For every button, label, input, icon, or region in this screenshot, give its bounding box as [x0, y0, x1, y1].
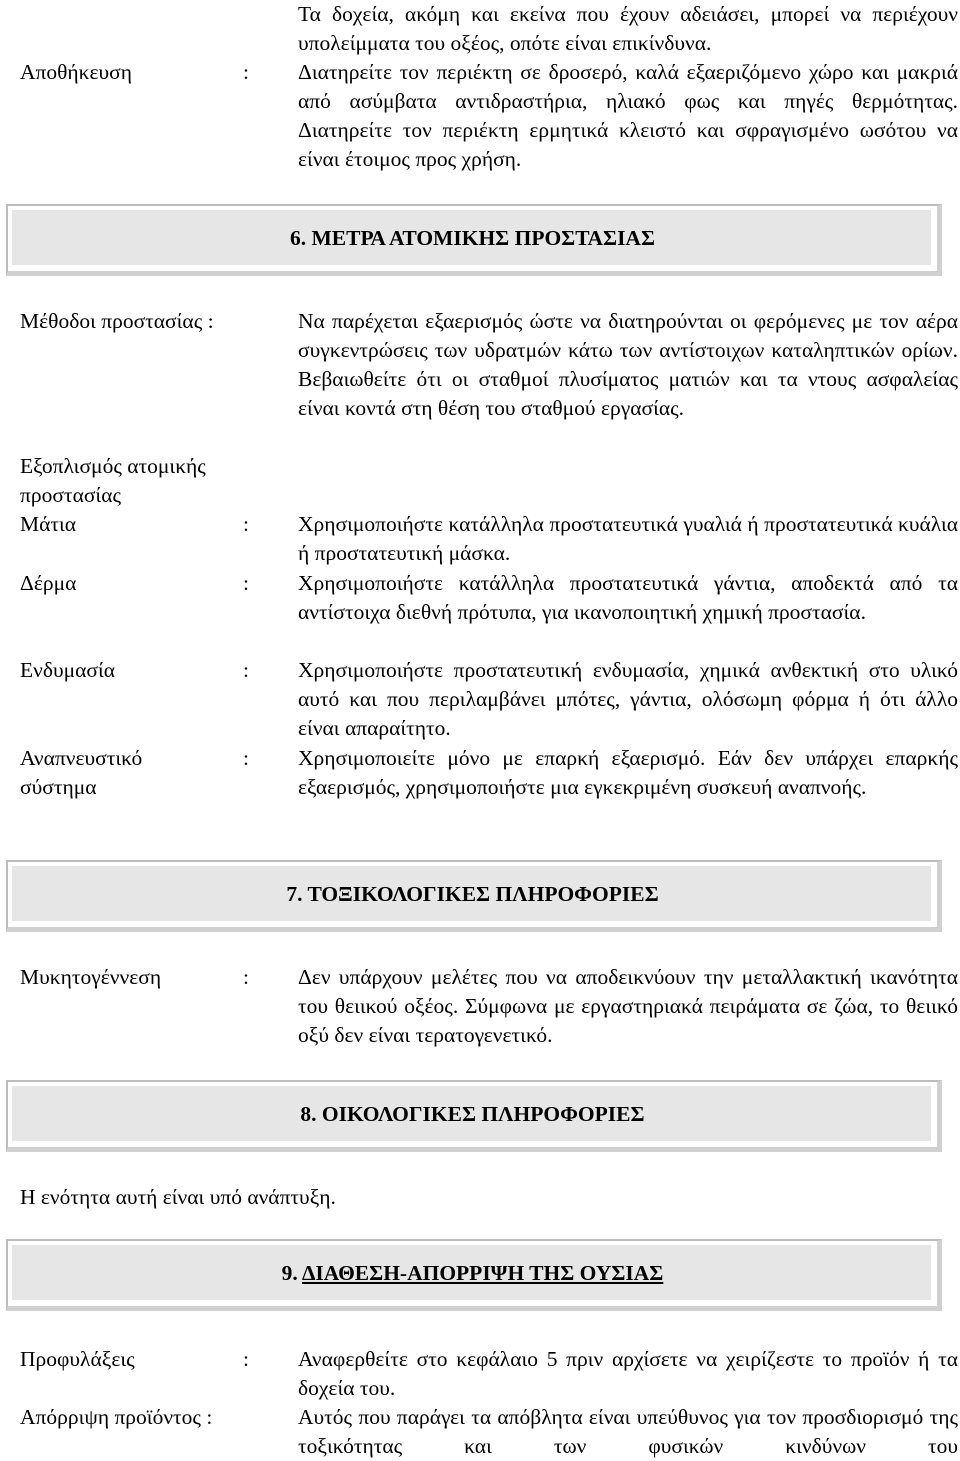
clothing-text: Χρησιμοποιήστε προστατευτική ενδυμασία, χημικά ανθεκτική στο υλικό αυτό και που περιλαμβάνει μπότες, γάντια, ολόσωμη φόρμα ή ότι άλλο είναι απαραίτητο.	[298, 658, 958, 740]
skin-colon: :	[243, 571, 249, 595]
precautions-colon: :	[243, 1347, 249, 1371]
equipment-label: Εξοπλισμός ατομικής προστασίας	[20, 454, 206, 507]
section-8-banner	[6, 1080, 942, 1152]
eyes-text: Χρησιμοποιήστε κατάλληλα προστατευτικά γυαλιά ή προστατευτικά κυάλια ή προστατευτική μάσκα.	[298, 512, 958, 565]
storage-label: Αποθήκευση	[20, 60, 133, 84]
section-9-title	[8, 1261, 937, 1286]
disposal-label: Απόρριψη προϊόντος :	[20, 1405, 213, 1429]
mutagenesis-label: Μυκητογέννεση	[20, 965, 162, 989]
section-6-number: 6.	[289, 226, 307, 250]
eyes-label: Μάτια	[20, 512, 77, 536]
respiratory-label: Αναπνευστικό σύστημα	[20, 746, 143, 799]
precautions-label: Προφυλάξεις	[20, 1347, 135, 1371]
section-6-banner	[6, 204, 942, 276]
respiratory-text: Χρησιμοποιείτε μόνο με επαρκή εξαερισμό. Εάν δεν υπάρχει επαρκής εξαερισμός, χρησιμοποιήστε μια εγκεκριμένη συσκευή αναπνοής.	[298, 746, 958, 799]
skin-label: Δέρμα	[20, 571, 77, 595]
methods-text: Να παρέχεται εξαερισμός ώστε να διατηρούνται οι φερόμενες με τον αέρα συγκεντρώσεις των υδρατμών κάτω των αντίστοιχων καταληπτικών ορίων. Βεβαιωθείτε ότι οι σταθμοί πλυσίματος ματιών και τα ντους ασφαλείας είναι κοντά στη θέση του σταθμού εργασίας.	[298, 309, 958, 420]
skin-text: Χρησιμοποιήστε κατάλληλα προστατευτικά γάντια, αποδεκτά από τα αντίστοιχα διεθνή πρότυπα, για ικανοποιητική χημική προστασία.	[298, 571, 958, 624]
section-7-title	[8, 882, 937, 907]
container-note-text: Τα δοχεία, ακόμη και εκείνα που έχουν αδειάσει, μπορεί να περιέχουν υπολείμματα του οξέος, οπότε είναι επικίνδυνα.	[298, 2, 958, 55]
section-7-banner	[6, 860, 942, 932]
section-9-heading: ΔΙΑΘΕΣΗ-ΑΠΟΡΡΙΨΗ ΤΗΣ ΟΥΣΙΑΣ	[301, 1261, 664, 1285]
section-7-number: 7.	[286, 882, 303, 906]
mutagenesis-colon: :	[243, 965, 249, 989]
section-8-text: Η ενότητα αυτή είναι υπό ανάπτυξη.	[20, 1185, 336, 1209]
clothing-label: Ενδυμασία	[20, 658, 116, 682]
section-9-number: 9.	[281, 1261, 298, 1285]
section-8-heading: ΟΙΚΟΛΟΓΙΚΕΣ ΠΛΗΡΟΦΟΡΙΕΣ	[321, 1102, 645, 1126]
section-9-banner	[6, 1239, 942, 1311]
section-6-title	[8, 226, 937, 251]
eyes-colon: :	[243, 512, 249, 536]
precautions-text: Αναφερθείτε στο κεφάλαιο 5 πριν αρχίσετε να χειρίζεστε το προϊόν ή τα δοχεία του.	[298, 1347, 958, 1400]
storage-text: Διατηρείτε τον περιέκτη σε δροσερό, καλά εξαεριζόμενο χώρο και μακριά από ασύμβατα αντιδραστήρια, ηλιακό φως και πηγές θερμότητας. Διατηρείτε τον περιέκτη ερμητικά κλειστό και σφραγισμένο ωσότου να είναι έτοιμος προς χρήση.	[298, 60, 958, 171]
disposal-text: Αυτός που παράγει τα απόβλητα είναι υπεύθυνος για τον προσδιορισμό της τοξικότητας και των φυσικών κινδύνων του	[298, 1405, 958, 1458]
mutagenesis-text: Δεν υπάρχουν μελέτες που να αποδεικνύουν την μεταλλακτική ικανότητα του θειικού οξέος. Σύμφωνα με εργαστηριακά πειράματα σε ζώα, το θειικό οξύ δεν είναι τερατογενετικό.	[298, 965, 958, 1047]
section-7-heading: ΤΟΞΙΚΟΛΟΓΙΚΕΣ ΠΛΗΡΟΦΟΡΙΕΣ	[307, 882, 659, 906]
clothing-colon: :	[243, 658, 249, 682]
storage-colon: :	[243, 60, 249, 84]
section-8-number: 8.	[300, 1102, 317, 1126]
section-6-heading: ΜΕΤΡΑ ΑΤΟΜΙΚΗΣ ΠΡΟΣΤΑΣΙΑΣ	[311, 226, 656, 250]
methods-label: Μέθοδοι προστασίας :	[20, 309, 214, 333]
section-8-title	[8, 1102, 937, 1127]
respiratory-colon: :	[243, 746, 249, 770]
